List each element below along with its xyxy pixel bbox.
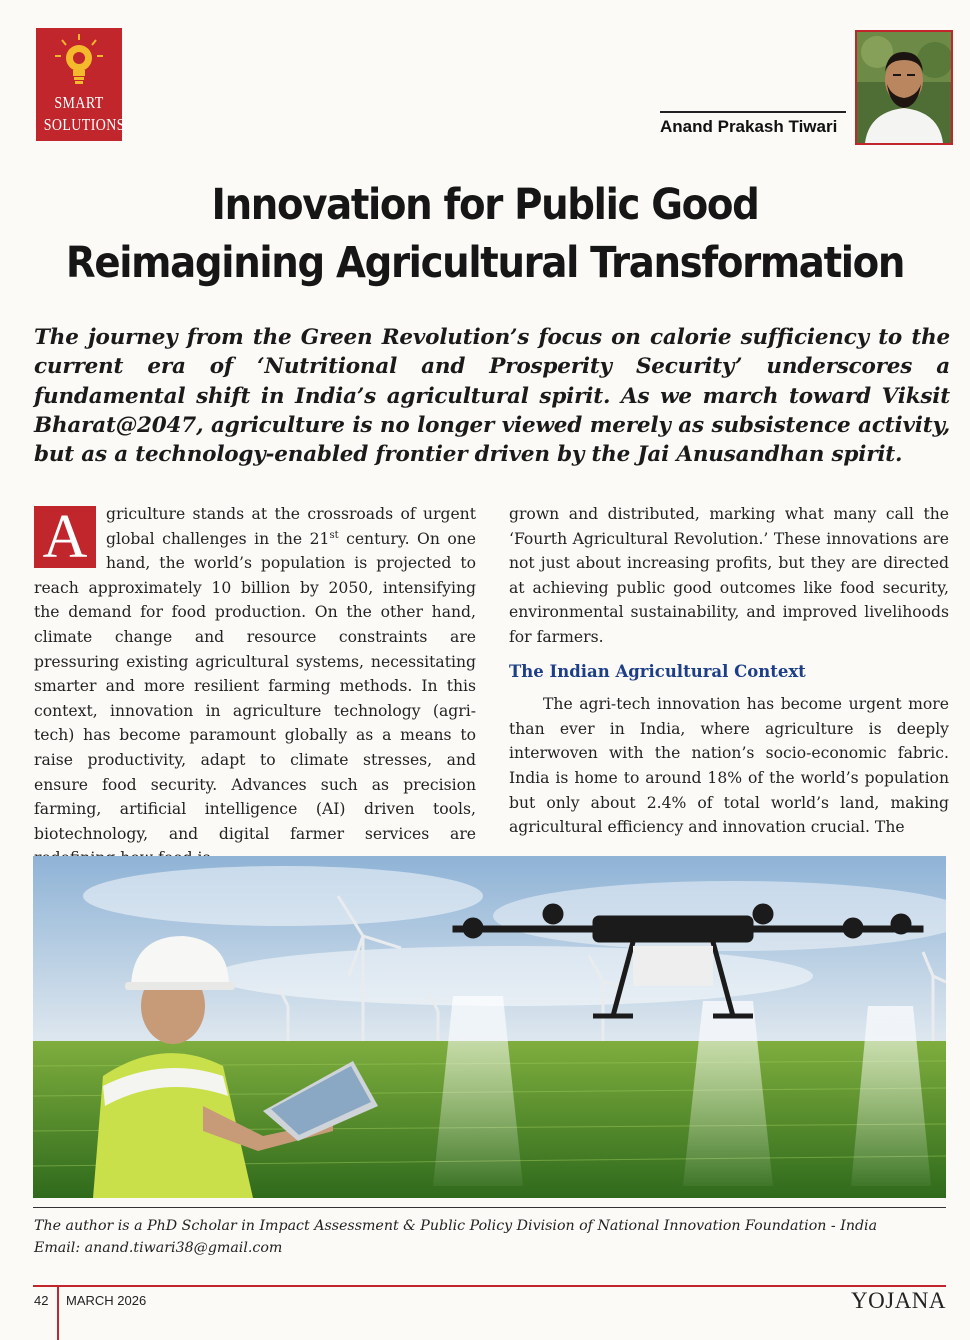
body-text: century. On one hand, the world’s population is projected to reach approximately 10 billion by 2050, intensifying the demand for food production. On the other hand, climate change and resource constraints are pressuring existing agricultural systems, necessitating smarter and more resilient farming methods. In this context, innovation in agriculture technology (agri-tech) has become paramount globally as a means to raise productivity, adapt to climate stresses, and ensure food security. Advances such as precision farming, artificial intelligence (AI) driven tools, biotechnology, and digital farmer services are <box>34 529 476 843</box>
page-number: 42 <box>34 1293 49 1308</box>
issue-date: MARCH 2026 <box>66 1293 147 1308</box>
body-text: griculture stands at the crossroads of urgent global challenges in the 21 <box>106 505 476 548</box>
article-photo <box>33 856 946 1198</box>
note-rule <box>33 1207 946 1208</box>
drop-cap: A <box>34 506 96 568</box>
footer-rule <box>33 1285 946 1287</box>
author-rule <box>660 111 846 113</box>
title-line-1: Innovation for Public Good <box>211 180 759 230</box>
body-column-left <box>34 502 476 871</box>
title-line-2: Reimagining Agricultural Transformation <box>65 238 905 288</box>
badge-line-1: SMART <box>54 93 104 112</box>
article-intro: The journey from the Green Revolution’s focus on calorie sufficiency to the current era of ‘Nutritional and Prosperity Security’ underscores a fundamental shift in India’s agricultural spirit. As we march toward Viksit Bharat@2047, agriculture is no longer viewed merely as subsistence activity, but as a technology-enabled frontier driven by the Jai Anusandhan spirit. <box>34 325 950 468</box>
author-photo <box>855 30 953 145</box>
magazine-name: YOJANA <box>851 1288 946 1313</box>
article-title <box>0 176 970 292</box>
author-note <box>34 1215 944 1259</box>
superscript: st <box>329 529 339 541</box>
section-heading: The Indian Agricultural Context <box>509 661 806 681</box>
author-note-line-1: The author is a PhD Scholar in Impact Assessment & Public Policy Division of National Innovation Foundation - India <box>34 1218 878 1234</box>
body-column-right <box>509 502 949 840</box>
body-paragraph-2: grown and distributed, marking what many call the ‘Fourth Agricultural Revolution.’ These innovations are not just about increasing profits, but they are directed at achieving public good outcomes like food security, environmental sustainability, and improved livelihoods for farmers. <box>509 505 949 646</box>
author-email: Email: anand.tiwari38@gmail.com <box>34 1240 283 1256</box>
lightbulb-icon <box>36 28 122 94</box>
body-paragraph-1 <box>34 502 476 871</box>
author-name: Anand Prakash Tiwari <box>660 117 838 136</box>
footer-divider <box>57 1287 59 1340</box>
badge-line-2: SOLUTIONS <box>43 115 125 134</box>
section-badge <box>36 28 125 141</box>
body-paragraph-3: The agri-tech innovation has become urgent more than ever in India, where agriculture is deeply interwoven with the nation’s socio-economic fabric. India is home to around 18% of the world’s population but only about 2.4% of total world’s land, making agricultural efficiency and innovation crucial. The <box>509 695 949 837</box>
